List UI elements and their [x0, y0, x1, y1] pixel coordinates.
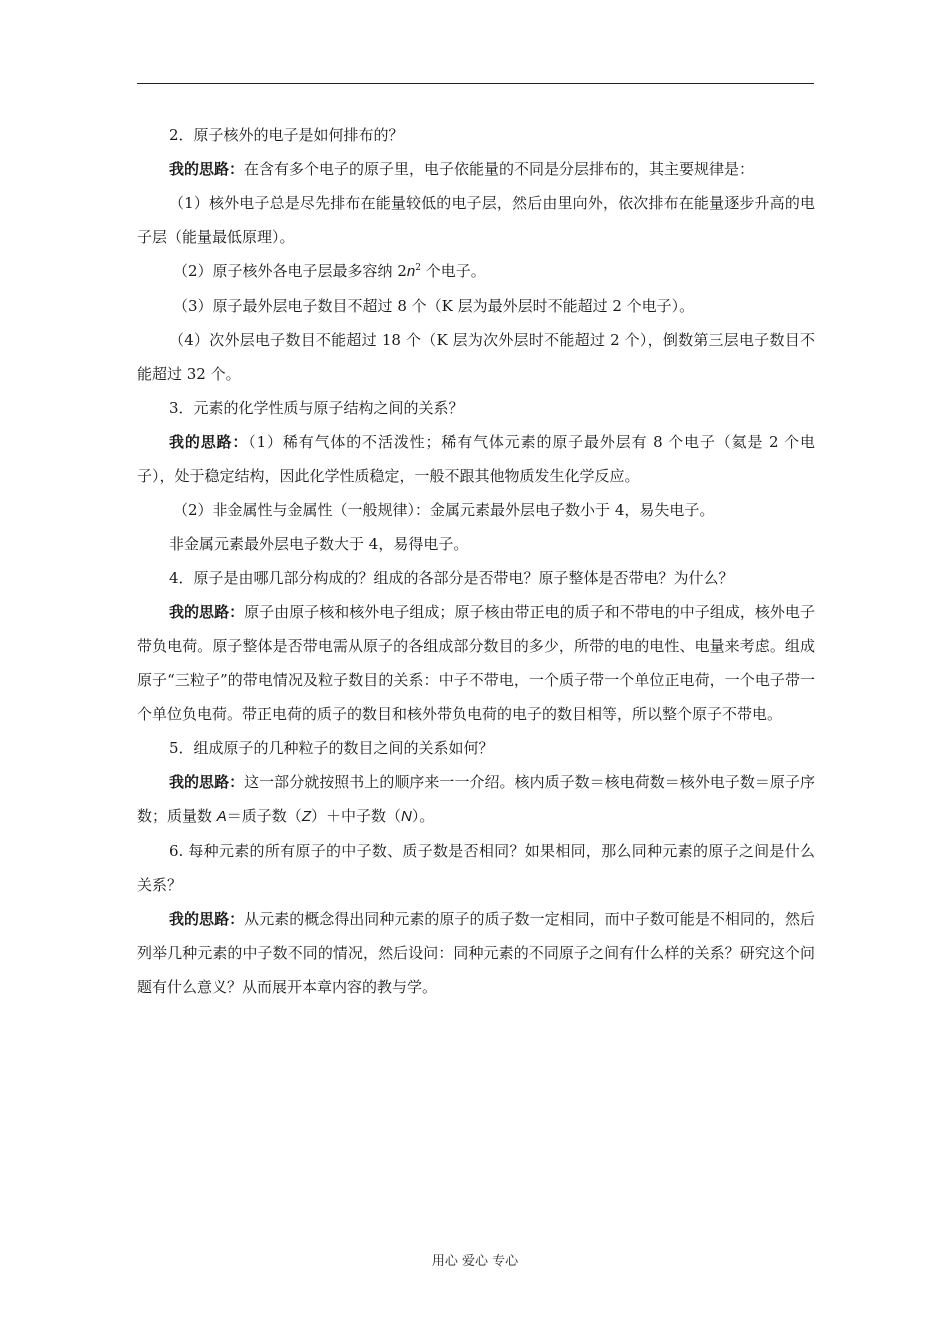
- question-3-title: 3．元素的化学性质与原子结构之间的关系？: [169, 399, 464, 417]
- question-6-answer: 我的思路：从元素的概念得出同种元素的原子的质子数一定相同，而中子数可能是不相同的，然后列举几种元素的中子数不同的情况，然后设问：同种元素的不同原子之间有什么样的关系？研究这个问题有什么意义？从而展开本章内容的教与学。: [137, 910, 815, 996]
- question-5-title: 5．组成原子的几种粒子的数目之间的关系如何？: [169, 739, 494, 757]
- question-5-answer: 我的思路：这一部分就按照书上的顺序来一一介绍。核内质子数＝核电荷数＝核外电子数＝原子序数；质量数 A＝质子数（Z）＋中子数（N）。: [137, 773, 815, 825]
- question-2-title: 2．原子核外的电子是如何排布的？: [169, 126, 404, 144]
- document-body: [137, 118, 815, 1004]
- question-2-answer-intro: 我的思路：在含有多个电子的原子里，电子依能量的不同是分层排布的，其主要规律是：: [169, 160, 755, 178]
- question-4-answer: 我的思路：原子由原子核和核外电子组成；原子核由带正电的质子和不带电的中子组成，核外电子带负电荷。原子整体是否带电需从原子的各组成部分数目的多少，所带的电的电性、电量来考虑。组成原子“三粒子”的带电情况及粒子数目的关系：中子不带电，一个质子带一个单位正电荷，一个电子带一个单位负电荷。带正电荷的质子的数目和核外带负电荷的电子的数目相等，所以整个原子不带电。: [137, 603, 815, 723]
- question-2-rule-2: （2）原子核外各电子层最多容纳 $2n^2$ 个电子。: [173, 262, 486, 280]
- question-2-rule-4: （4）次外层电子数目不能超过 18 个（K 层为次外层时不能超过 2 个），倒数第三层电子数目不能超过 32 个。: [137, 331, 815, 383]
- header-rule: [137, 83, 814, 84]
- question-6-title: 6. 每种元素的所有原子的中子数、质子数是否相同？如果相同，那么同种元素的原子之间是什么关系？: [137, 842, 815, 894]
- question-2-rule-1: （1）核外电子总是尽先排布在能量较低的电子层，然后由里向外，依次排布在能量逐步升高的电子层（能量最低原理）。: [137, 194, 815, 246]
- answer-label: 我的思路：: [169, 433, 249, 451]
- answer-label: 我的思路：: [169, 603, 245, 621]
- question-3-answer-1: 我的思路：（1）稀有气体的不活泼性；稀有气体元素的原子最外层有 8 个电子（氦是 2 个电子），处于稳定结构，因此化学性质稳定，一般不跟其他物质发生化学反应。: [137, 433, 815, 485]
- answer-label: 我的思路：: [169, 910, 245, 928]
- question-3-answer-2: （2）非金属性与金属性（一般规律）：金属元素最外层电子数小于 4，易失电子。: [173, 501, 715, 519]
- answer-label: 我的思路：: [169, 160, 245, 178]
- question-4-title: 4．原子是由哪几部分构成的？组成的各部分是否带电？原子整体是否带电？为什么？: [169, 569, 734, 587]
- page-footer: 用心 爱心 专心: [431, 1254, 519, 1269]
- question-2-rule-3: （3）原子最外层电子数目不超过 8 个（K 层为最外层时不能超过 2 个电子）。: [173, 297, 695, 315]
- answer-label: 我的思路：: [169, 773, 245, 791]
- question-3-answer-3: 非金属元素最外层电子数大于 4，易得电子。: [169, 535, 469, 553]
